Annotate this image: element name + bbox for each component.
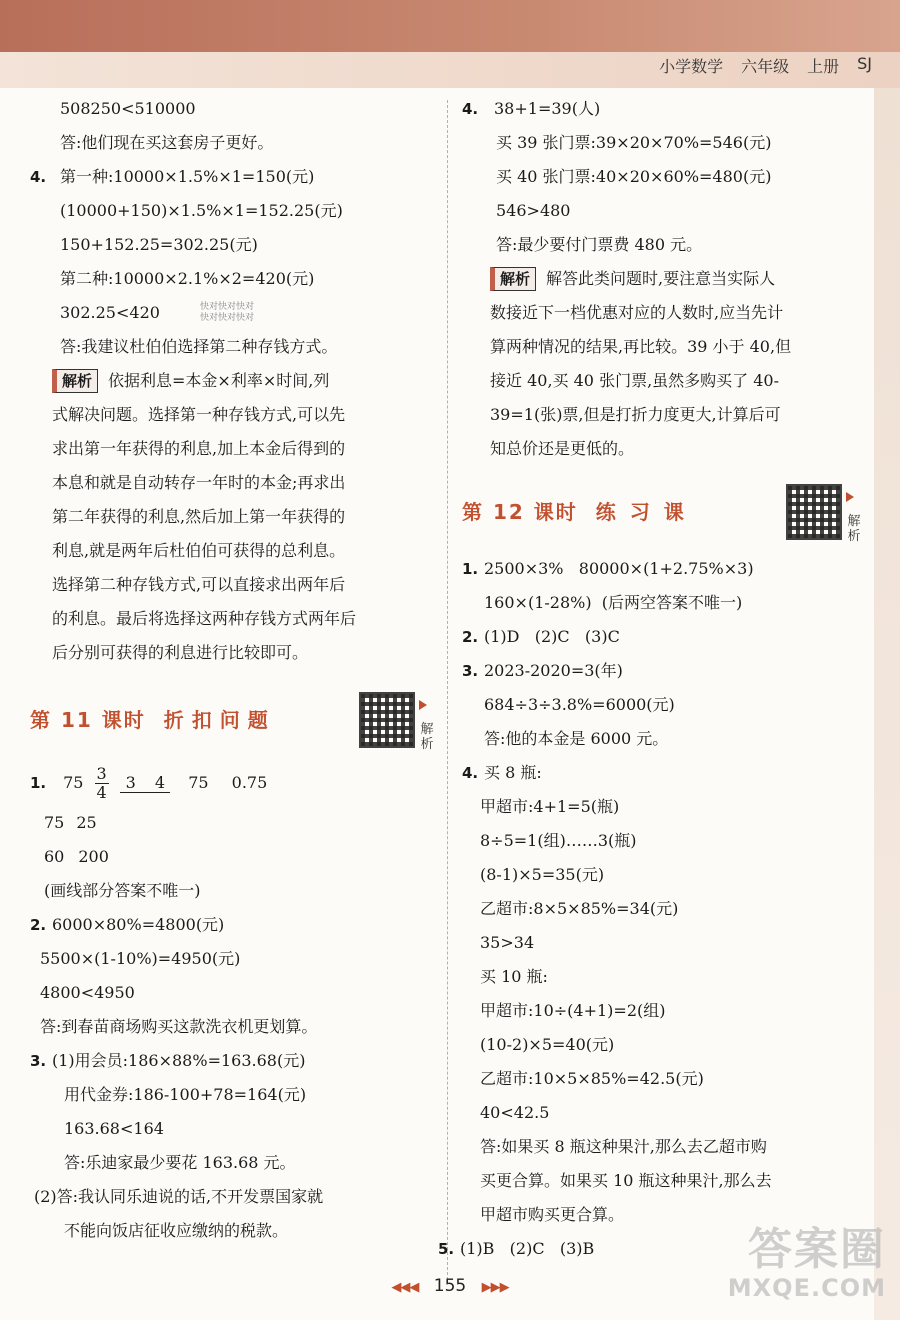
s11-question-1 (30, 760, 435, 806)
answer-line: 2500×3% 80000×(1+2.75%×3) (484, 559, 754, 578)
table-cell: 25 (76, 813, 97, 832)
numerator: 3 (96, 764, 107, 783)
answer-line: 买 10 瓶: (480, 967, 548, 986)
left-column (30, 92, 435, 1248)
qr-code-icon[interactable] (786, 484, 842, 540)
s12-question-3 (462, 654, 862, 688)
question-4 (30, 160, 435, 194)
question-number: 2. (462, 628, 479, 646)
next-page-arrows[interactable]: ▶▶▶ (481, 1280, 509, 1295)
table-cell: 60 (44, 847, 65, 866)
header-grade: 六年级 (741, 57, 790, 76)
answer-line: 40<42.5 (480, 1103, 550, 1122)
answer-line: 35>34 (480, 933, 535, 952)
answer-line: 163.68<164 (64, 1119, 164, 1138)
answer-line: 150+152.25=302.25(元) (60, 235, 258, 254)
answer-line: 684÷3÷3.8%=6000(元) (484, 695, 675, 714)
answer-line: 答:他的本金是 6000 元。 (484, 729, 669, 748)
analysis-block (30, 364, 435, 670)
site-watermark (728, 1226, 886, 1302)
s12-question-2 (462, 620, 862, 654)
small-watermark: 快对快对快对 快对快对快对 (200, 302, 255, 323)
s12-question-4 (462, 756, 862, 790)
right-column (438, 92, 862, 1266)
right-margin-stripe (874, 88, 900, 1320)
answer-line: (2)答:我认同乐迪说的话,不开发票国家就 (34, 1187, 324, 1206)
analysis-line: 39=1(张)票,但是打折力度更大,计算后可 (490, 405, 781, 424)
analysis-line: 本息和就是自动转存一年时的本金;再求出 (52, 473, 346, 492)
analysis-line: 利息,就是两年后杜伯伯可获得的总利息。 (52, 541, 346, 560)
answer-line: 160×(1-28%) (后两空答案不唯一) (484, 593, 743, 612)
answer-line: 买更合算。如果买 10 瓶这种果汁,那么去 (480, 1171, 772, 1190)
section-number: 第 11 课时 (30, 708, 146, 732)
question-number: 5. (438, 1240, 455, 1258)
answer-line: 答:到春苗商场购买这款洗衣机更划算。 (40, 1017, 318, 1036)
answer-line: 5500×(1-10%)=4950(元) (40, 949, 241, 968)
answer-line: (1)D (2)C (3)C (484, 627, 620, 646)
analysis-line: 式解决问题。选择第一种存钱方式,可以先 (52, 405, 346, 424)
answer-line: 4800<4950 (40, 983, 135, 1002)
play-icon (419, 700, 427, 710)
answer-line: (1)用会员:186×88%=163.68(元) (52, 1051, 306, 1070)
answer-line: (10-2)×5=40(元) (480, 1035, 615, 1054)
running-header (659, 54, 872, 77)
section-11-header (30, 688, 435, 752)
answer-line: 答:他们现在买这套房子更好。 (60, 133, 274, 152)
section-title (30, 703, 276, 737)
answer-line: 甲超市购买更合算。 (480, 1205, 625, 1224)
header-subject: 小学数学 (659, 57, 724, 76)
question-number: 2. (30, 916, 47, 934)
answer-line: 买 8 瓶: (484, 763, 542, 782)
qr-label: 解析 (847, 514, 861, 544)
fraction (95, 765, 109, 802)
answer-line: 甲超市:4+1=5(瓶) (480, 797, 620, 816)
answer-line: 答:我建议杜伯伯选择第二种存钱方式。 (60, 337, 338, 356)
analysis-tag: 解析 (52, 369, 98, 393)
page-number: 155 (433, 1276, 467, 1296)
section-subtitle: 练习课 (595, 500, 698, 524)
s12-question-1 (462, 552, 862, 586)
table-cell: 3 (125, 773, 136, 792)
answer-line: 6000×80%=4800(元) (52, 915, 225, 934)
answer-line: 买 40 张门票:40×20×60%=480(元) (496, 167, 772, 186)
answer-line: 买 39 张门票:39×20×70%=546(元) (496, 133, 772, 152)
question-number: 1. (30, 774, 47, 792)
analysis-line: 后分别可获得的利息进行比较即可。 (52, 643, 309, 662)
answer-line (30, 296, 435, 330)
analysis-line: 求出第一年获得的利息,加上本金后得到的 (52, 439, 346, 458)
table-cell: 0.75 (231, 773, 268, 792)
analysis-line: 算两种情况的结果,再比较。39 小于 40,但 (490, 337, 792, 356)
answer-line: 答:乐迪家最少要花 163.68 元。 (64, 1153, 296, 1172)
answer-note: (画线部分答案不唯一) (44, 881, 201, 900)
answer-line: 用代金券:186-100+78=164(元) (64, 1085, 307, 1104)
header-volume: 上册 (807, 57, 840, 76)
section-12-header (462, 480, 862, 544)
analysis-line: 数接近下一档优惠对应的人数时,应当先计 (490, 303, 784, 322)
analysis-line: 知总价还是更低的。 (490, 439, 635, 458)
table-cell: 75 (188, 773, 209, 792)
answer-line: 答:如果买 8 瓶这种果汁,那么去乙超市购 (480, 1137, 767, 1156)
answer-line: (1)B (2)C (3)B (460, 1239, 595, 1258)
underlined-answers (120, 773, 171, 793)
analysis-line: 第二年获得的利息,然后加上第一年获得的 (52, 507, 346, 526)
analysis-line: 的利息。最后将选择这两种存钱方式两年后 (52, 609, 357, 628)
analysis-line: 接近 40,买 40 张门票,虽然多购买了 40- (490, 371, 780, 390)
answer-line: 乙超市:10×5×85%=42.5(元) (480, 1069, 704, 1088)
analysis-tag: 解析 (490, 267, 536, 291)
answer-line: 546>480 (496, 201, 571, 220)
denominator: 4 (96, 783, 107, 802)
table-cell: 4 (154, 773, 166, 792)
watermark-url: MXQE.COM (727, 1274, 886, 1302)
answer-line: 答:最少要付门票费 480 元。 (496, 235, 703, 254)
answer-line: 38+1=39(人) (494, 99, 601, 118)
column-divider (447, 100, 448, 1280)
answer-line: 第一种:10000×1.5%×1=150(元) (60, 167, 315, 186)
table-cell: 200 (78, 847, 109, 866)
question-number: 4. (30, 168, 47, 186)
table-cell: 75 (44, 813, 65, 832)
answer-line: 乙超市:8×5×85%=34(元) (480, 899, 679, 918)
play-icon (846, 492, 854, 502)
answer-line: (8-1)×5=35(元) (480, 865, 605, 884)
answer-line: 不能向饭店征收应缴纳的税款。 (64, 1221, 289, 1240)
table-row (30, 806, 435, 840)
s11-question-2 (30, 908, 435, 942)
header-edition: SJ (857, 54, 872, 73)
answer-line: 2023-2020=3(年) (484, 661, 623, 680)
answer-line: 8÷5=1(组)……3(瓶) (480, 831, 637, 850)
table-cell: 75 (63, 773, 84, 792)
qr-label: 解析 (420, 722, 434, 752)
question-number: 1. (462, 560, 479, 578)
qr-analysis-link[interactable] (359, 688, 435, 752)
section-number: 第 12 课时 (462, 500, 578, 524)
qr-analysis-link[interactable] (786, 480, 862, 544)
qr-code-icon[interactable] (359, 692, 415, 748)
analysis-line: 解答此类问题时,要注意当实际人 (546, 269, 776, 288)
analysis-line: 选择第二种存钱方式,可以直接求出两年后 (52, 575, 346, 594)
answer-text: 302.25<420 (60, 303, 160, 322)
s11-question-3 (30, 1044, 435, 1078)
question-4 (462, 92, 862, 126)
question-number: 4. (462, 100, 479, 118)
answer-line: 508250<510000 (60, 99, 196, 118)
section-title (462, 495, 698, 529)
answer-line: (10000+150)×1.5%×1=152.25(元) (60, 201, 343, 220)
question-number: 3. (30, 1052, 47, 1070)
question-number: 3. (462, 662, 479, 680)
analysis-line: 依据利息=本金×利率×时间,列 (108, 371, 330, 390)
analysis-block (462, 262, 862, 466)
section-subtitle: 折扣问题 (163, 708, 276, 732)
prev-page-arrows[interactable]: ◀◀◀ (391, 1280, 419, 1295)
top-decorative-band (0, 0, 900, 52)
table-row (30, 840, 435, 874)
answer-line: 甲超市:10÷(4+1)=2(组) (480, 1001, 666, 1020)
question-number: 4. (462, 764, 479, 782)
watermark-logo-text: 答案圈 (748, 1224, 886, 1275)
answer-line: 第二种:10000×2.1%×2=420(元) (60, 269, 315, 288)
